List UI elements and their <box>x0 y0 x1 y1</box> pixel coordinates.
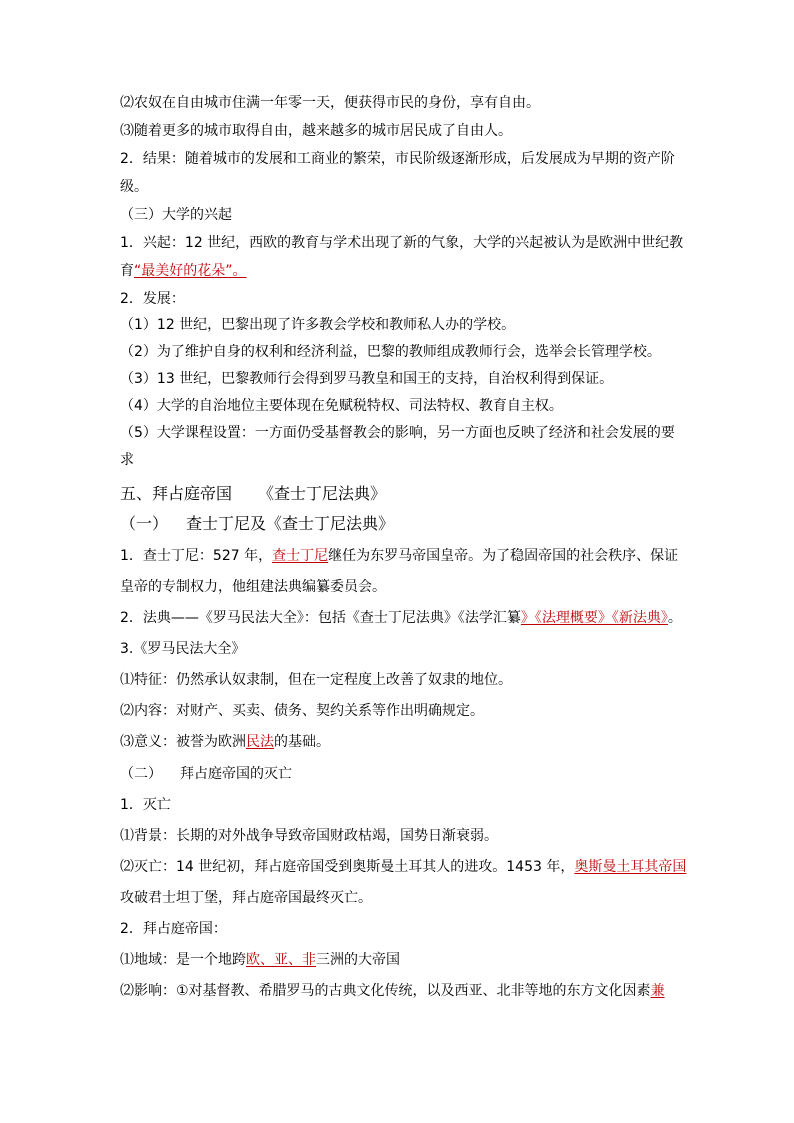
text-line <box>120 608 682 628</box>
line-text: （1）12 世纪，巴黎出现了许多教会学校和教师私人办的学校。 <box>120 317 516 333</box>
line-text: （三）大学的兴起 <box>120 207 232 223</box>
text-line <box>120 261 247 281</box>
heading-text: 查士丁尼及《查士丁尼法典》 <box>186 514 395 533</box>
text-line <box>120 546 678 566</box>
text-line <box>120 826 498 846</box>
line-text: 2．发展： <box>120 291 185 307</box>
line-text: ⑵农奴在自由城市住满一年零一天，便获得市民的身份，享有自由。 <box>120 95 540 111</box>
line-text: 级。 <box>120 179 148 195</box>
text-line <box>120 177 148 197</box>
text-line <box>120 888 372 908</box>
line-text: 求 <box>120 452 134 468</box>
line-text: ⑵灭亡：14 世纪初，拜占庭帝国受到奥斯曼土耳其人的进攻。1453 年， <box>120 859 575 875</box>
text-line <box>120 981 665 1001</box>
line-text: ⑴背景：长期的对外战争导致帝国财政枯竭，国势日渐衰弱。 <box>120 828 498 844</box>
text-line <box>120 950 400 970</box>
line-text: 皇帝的专制权力，他组建法典编纂委员会。 <box>120 579 386 595</box>
line-text: ⑴地域：是一个地跨 <box>120 952 246 968</box>
line-text: ⑴特征：仍然承认奴隶制，但在一定程度上改善了奴隶的地位。 <box>120 672 512 688</box>
text-line <box>120 857 686 877</box>
highlighted-term: 民法 <box>246 734 274 750</box>
section-heading <box>120 764 292 784</box>
text-line <box>120 369 613 389</box>
line-text: 育 <box>120 263 134 279</box>
line-text: 3.《罗马民法大全》 <box>120 641 246 657</box>
text-line <box>120 233 683 253</box>
line-text: 2．结果：随着城市的发展和工商业的繁荣，市民阶级逐渐形成，后发展成为早期的资产阶 <box>120 151 675 167</box>
line-text: 攻破君士坦丁堡，拜占庭帝国最终灭亡。 <box>120 890 372 906</box>
highlighted-term: “最美好的花朵”。 <box>134 263 247 279</box>
line-text: 1．兴起：12 世纪，西欧的教育与学术出现了新的气象，大学的兴起被认为是欧洲中世纪教 <box>120 235 684 251</box>
line-text: （3）13 世纪，巴黎教师行会得到罗马教皇和国王的支持，自治权利得到保证。 <box>120 371 614 387</box>
line-text: 。 <box>667 610 682 626</box>
chapter-heading <box>120 484 386 504</box>
section-heading <box>120 205 232 225</box>
line-text: 1．查士丁尼：527 年， <box>120 548 273 564</box>
line-text: ⑶意义：被誉为欧洲 <box>120 734 246 750</box>
line-text: ⑵内容：对财产、买卖、债务、契约关系等作出明确规定。 <box>120 703 484 719</box>
line-text: （4）大学的自治地位主要体现在免赋税特权、司法特权、教育自主权。 <box>120 398 563 414</box>
text-line <box>120 701 484 721</box>
text-line <box>120 396 563 416</box>
text-line <box>120 149 675 169</box>
line-text: ⑵影响：①对基督教、希腊罗马的古典文化传统，以及西亚、北非等地的东方文化因素 <box>120 983 651 999</box>
highlighted-term: 欧、亚、非 <box>246 952 316 968</box>
heading-text: 五、拜占庭帝国 <box>120 484 233 503</box>
heading-text: 《查士丁尼法典》 <box>258 484 387 503</box>
text-line <box>120 423 675 443</box>
highlighted-term: 查士丁尼 <box>272 548 329 564</box>
heading-number: （一） <box>120 514 169 533</box>
text-line <box>120 342 661 362</box>
text-line <box>120 639 245 659</box>
line-text: 继任为东罗马帝国皇帝。为了稳固帝国的社会秩序、保证 <box>328 548 679 564</box>
text-line <box>120 315 515 335</box>
heading-text: 拜占庭帝国的灭亡 <box>180 766 292 782</box>
line-text: （2）为了维护自身的权利和经济利益，巴黎的教师组成教师行会，选举会长管理学校。 <box>120 344 661 360</box>
text-line <box>120 670 512 690</box>
line-text: 三洲的大帝国 <box>316 952 400 968</box>
line-text: ⑶随着更多的城市取得自由，越来越多的城市居民成了自由人。 <box>120 123 512 139</box>
highlighted-term: 兼 <box>650 983 665 999</box>
section-heading <box>120 514 394 534</box>
heading-number: （二） <box>120 766 162 782</box>
line-text: 1．灭亡 <box>120 797 171 813</box>
highlighted-term: 奥斯曼土耳其帝国 <box>574 859 687 875</box>
line-text: 2．法典——《罗马民法大全》：包括《查士丁尼法典》《法学汇纂 <box>120 610 521 626</box>
text-line <box>120 919 227 939</box>
text-line <box>120 795 171 815</box>
line-text: 的基础。 <box>274 734 330 750</box>
line-text: 2．拜占庭帝国： <box>120 921 227 937</box>
line-text: （5）大学课程设置：一方面仍受基督教会的影响，另一方面也反映了经济和社会发展的要 <box>120 425 675 441</box>
text-line <box>120 577 386 597</box>
text-line <box>120 289 185 309</box>
text-line <box>120 732 330 752</box>
text-line <box>120 121 512 141</box>
text-line <box>120 93 540 113</box>
highlighted-term: 》《法理概要》《新法典》 <box>520 610 668 626</box>
text-line <box>120 450 134 470</box>
